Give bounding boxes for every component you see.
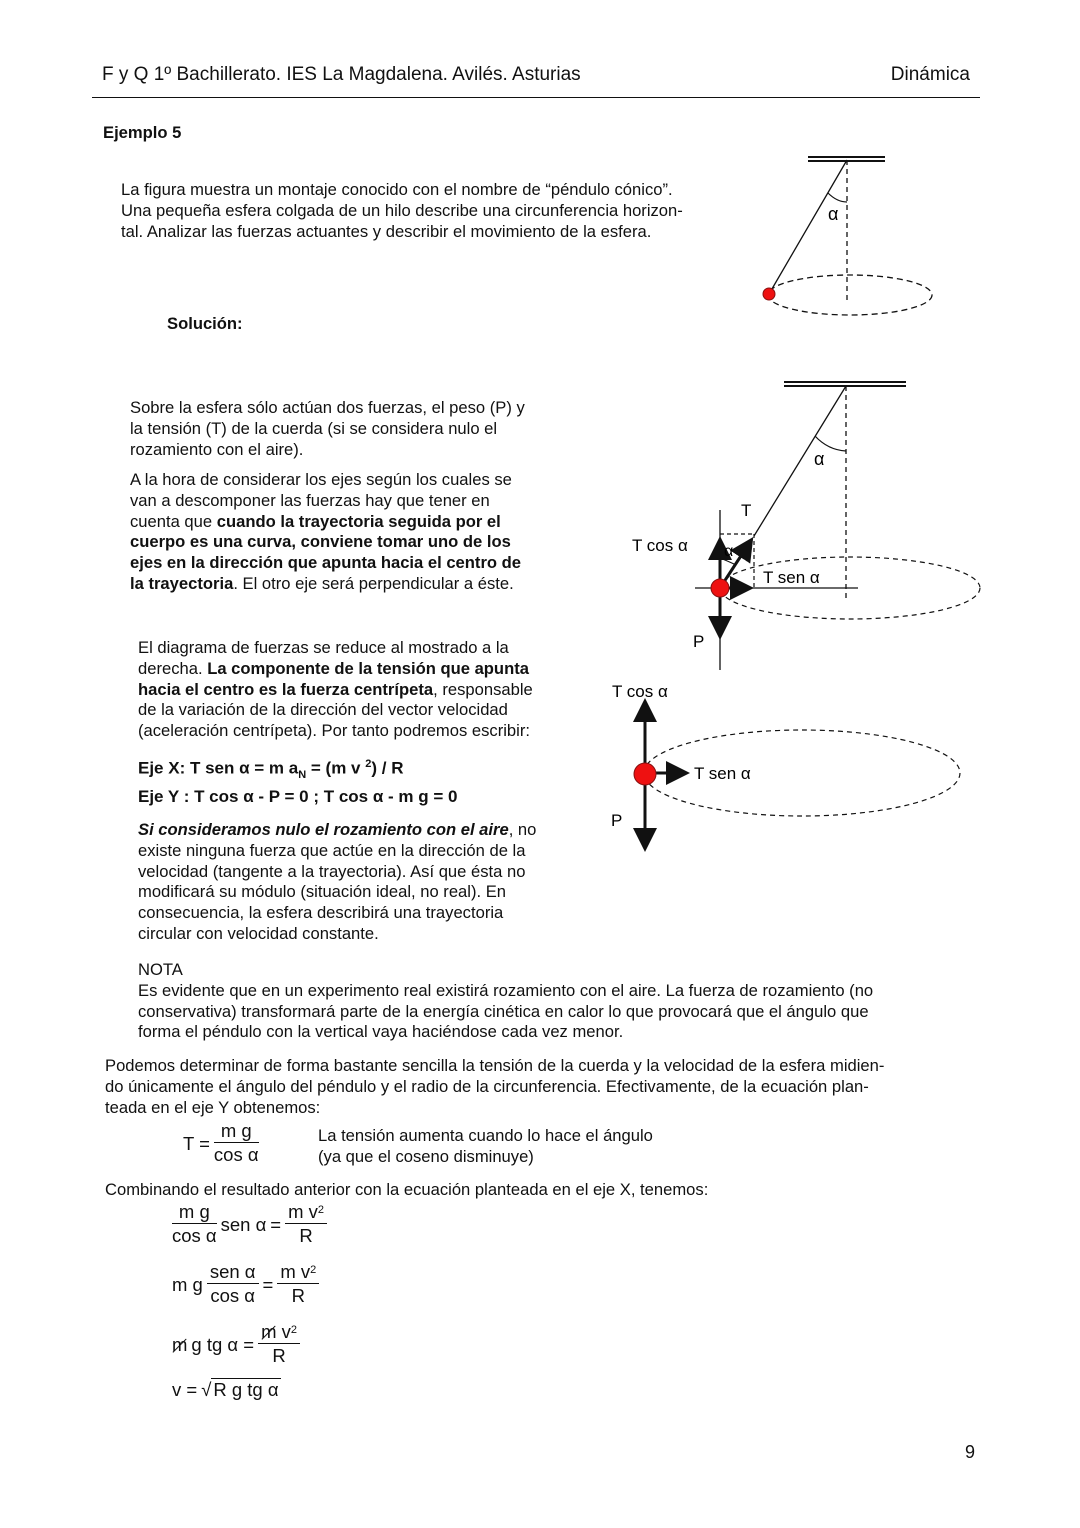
tension-label: T [741, 501, 752, 520]
text-line: cuerpo es una curva, conviene tomar uno de los [130, 532, 511, 552]
solution-paragraph-2 [130, 470, 590, 595]
eq-part: Eje X: T sen α = m a [138, 758, 299, 778]
conical-pendulum-figure [740, 140, 960, 330]
text-line: Es evidente que en un experimento real existirá rozamiento con el aire. La fuerza de rozamiento (no [138, 980, 874, 1000]
derivation-step-2 [172, 1261, 319, 1308]
tcos-label: T cos α [632, 536, 688, 555]
combine-text: Combinando el resultado anterior con la ecuación planteada en el eje X, tenemos: [105, 1180, 709, 1199]
text-line [138, 680, 598, 701]
text-line: A la hora de considerar los ejes según los cuales se [130, 470, 512, 489]
formula-part: m g [172, 1273, 203, 1295]
text-line [130, 512, 590, 533]
text-line: teada en el eje Y obtenemos: [105, 1097, 321, 1117]
text-line: de la variación de la dirección del vector velocidad [138, 700, 508, 720]
text-line: modificará su módulo (situación ideal, no real). En [138, 882, 507, 902]
text-line: rozamiento con el aire). [130, 439, 304, 459]
numerator: sen α [207, 1261, 259, 1284]
eq-part: ) / R [371, 758, 404, 778]
solution-label: Solución: [167, 314, 243, 333]
text-line: consecuencia, la esfera describirá una trayectoria [138, 903, 504, 923]
header-rule [92, 97, 980, 98]
superscript: 2 [290, 1324, 297, 1336]
tsen-label: T sen α [763, 568, 820, 587]
text-line: existe ninguna fuerza que actúe en la dirección de la [138, 840, 526, 860]
derivation-step-1 [172, 1201, 327, 1248]
denominator: R [272, 1345, 286, 1366]
solution-paragraph-3 [138, 638, 598, 742]
superscript: 2 [310, 1264, 317, 1276]
solution-paragraph-1 [130, 398, 590, 460]
derivation-step-3 [172, 1321, 300, 1368]
text-line: El diagrama de fuerzas se reduce al mostrado a la [138, 638, 509, 657]
text-line: (aceleración centrípeta). Por tanto podremos escribir: [138, 721, 530, 741]
text-line: do únicamente el ángulo del péndulo y el radio de la circunferencia. Efectivamente, de la ecuación plan- [105, 1076, 869, 1096]
num-text: m v [280, 1261, 311, 1282]
reduced-force-figure [600, 670, 980, 870]
numerator [258, 1321, 300, 1344]
weight-label: P [611, 811, 623, 830]
formula-part: sen α [220, 1213, 267, 1235]
alpha-label: α [828, 204, 839, 224]
text-line [138, 659, 598, 680]
radicand: R g tg α [213, 1379, 279, 1400]
equals-sign: = [262, 1273, 274, 1295]
fraction [285, 1201, 327, 1248]
tension-formula [183, 1120, 259, 1167]
sphere-icon [634, 763, 656, 785]
text-line: velocidad (tangente a la trayectoria). Así que ésta no [138, 861, 526, 881]
problem-statement [121, 180, 761, 242]
note-block [138, 960, 978, 1043]
text-line: (ya que el coseno disminuye) [318, 1146, 534, 1166]
force-decomposition-figure [600, 370, 1000, 670]
denominator: R [299, 1225, 313, 1246]
statement-line: La figura muestra un montaje conocido con el nombre de “péndulo cónico”. [121, 180, 673, 199]
solution-paragraph-4 [138, 820, 598, 945]
fraction [172, 1201, 217, 1248]
derivation-step-4 [172, 1378, 281, 1401]
fraction [214, 1120, 259, 1167]
alpha-label: α [814, 449, 825, 469]
equals-sign: = [270, 1213, 282, 1235]
fraction [277, 1261, 319, 1308]
note-title: NOTA [138, 960, 183, 979]
square-root [201, 1378, 280, 1401]
text-line: circular con velocidad constante. [138, 923, 379, 943]
denominator: R [291, 1285, 305, 1306]
numerator [285, 1201, 327, 1224]
text-line [138, 820, 598, 841]
text-span: derecha. [138, 658, 208, 678]
tsen-label: T sen α [694, 764, 751, 783]
bold-span: la trayectoria [130, 573, 234, 593]
text-line: van a descomponer las fuerzas hay que tener en [130, 490, 490, 510]
tcos-label: T cos α [612, 682, 668, 701]
statement-line: tal. Analizar las fuerzas actuantes y describir el movimiento de la esfera. [121, 221, 652, 241]
fraction [207, 1261, 259, 1308]
text-line: la tensión (T) de la cuerda (si se considera nulo el [130, 418, 498, 438]
text-line: forma el péndulo con la vertical vaya haciéndose cada vez menor. [138, 1022, 624, 1042]
formula-lhs: v = [172, 1378, 198, 1400]
equation-axis-x [138, 754, 403, 786]
formula-part: g tg α = [191, 1333, 255, 1355]
page-number: 9 [965, 1442, 976, 1462]
header-right: Dinámica [890, 64, 970, 85]
equation-axis-y: Eje Y : T cos α - P = 0 ; T cos α - m g = 0 [138, 787, 458, 806]
num-text: m v [288, 1201, 318, 1222]
denominator: cos α [172, 1225, 217, 1246]
fraction [258, 1321, 300, 1368]
alpha-small-label: α [724, 543, 734, 560]
denominator: cos α [213, 1144, 259, 1165]
eq-superscript: 2 [365, 758, 372, 770]
statement-line: Una pequeña esfera colgada de un hilo describe una circunferencia horizon- [121, 200, 683, 220]
cancelled-mass: m [261, 1321, 277, 1342]
example-title: Ejemplo 5 [103, 123, 182, 142]
sphere-icon [763, 288, 775, 300]
text-span: cuenta que [130, 511, 217, 531]
eq-part: = (m v [306, 758, 366, 778]
sqrt-icon: √ [201, 1379, 212, 1400]
numerator: m g [214, 1120, 259, 1143]
header-left: F y Q 1º Bachillerato. IES La Magdalena. Avilés. Asturias [102, 64, 581, 85]
text-line: Sobre la esfera sólo actúan dos fuerzas, el peso (P) y [130, 398, 525, 417]
formula-lhs: T = [183, 1132, 210, 1154]
weight-label: P [693, 632, 705, 651]
numerator [277, 1261, 319, 1284]
text-line: La tensión aumenta cuando lo hace el ángulo [318, 1126, 653, 1145]
text-span: , no [508, 820, 537, 839]
text-line: ejes en la dirección que apunta hacia el centro de [130, 553, 522, 573]
text-line [130, 574, 590, 595]
eq-subscript: N [298, 769, 307, 782]
text-line: Podemos determinar de forma bastante sencilla la tensión de la cuerda y la velocidad de la esfera midien- [105, 1056, 885, 1075]
text-line: conservativa) transformará parte de la energía cinética en calor lo que provocará que el ángulo que [138, 1001, 869, 1021]
derivation-intro [105, 1056, 985, 1118]
tension-comment [318, 1126, 653, 1168]
text-span: , responsable [433, 679, 533, 699]
sphere-icon [711, 579, 729, 597]
superscript: 2 [317, 1204, 325, 1216]
bold-span: La componente de la tensión que apunta [207, 658, 529, 678]
bold-span: cuando la trayectoria seguida por el [216, 511, 501, 531]
bold-span: hacia el centro es la fuerza centrípeta [138, 679, 434, 699]
num-text: v [276, 1321, 291, 1342]
cancelled-mass: m [172, 1333, 188, 1355]
denominator: cos α [210, 1285, 255, 1306]
bold-italic-span: Si consideramos nulo el rozamiento con el aire [138, 820, 509, 839]
text-span: . El otro eje será perpendicular a éste. [233, 573, 514, 593]
numerator: m g [172, 1201, 217, 1224]
